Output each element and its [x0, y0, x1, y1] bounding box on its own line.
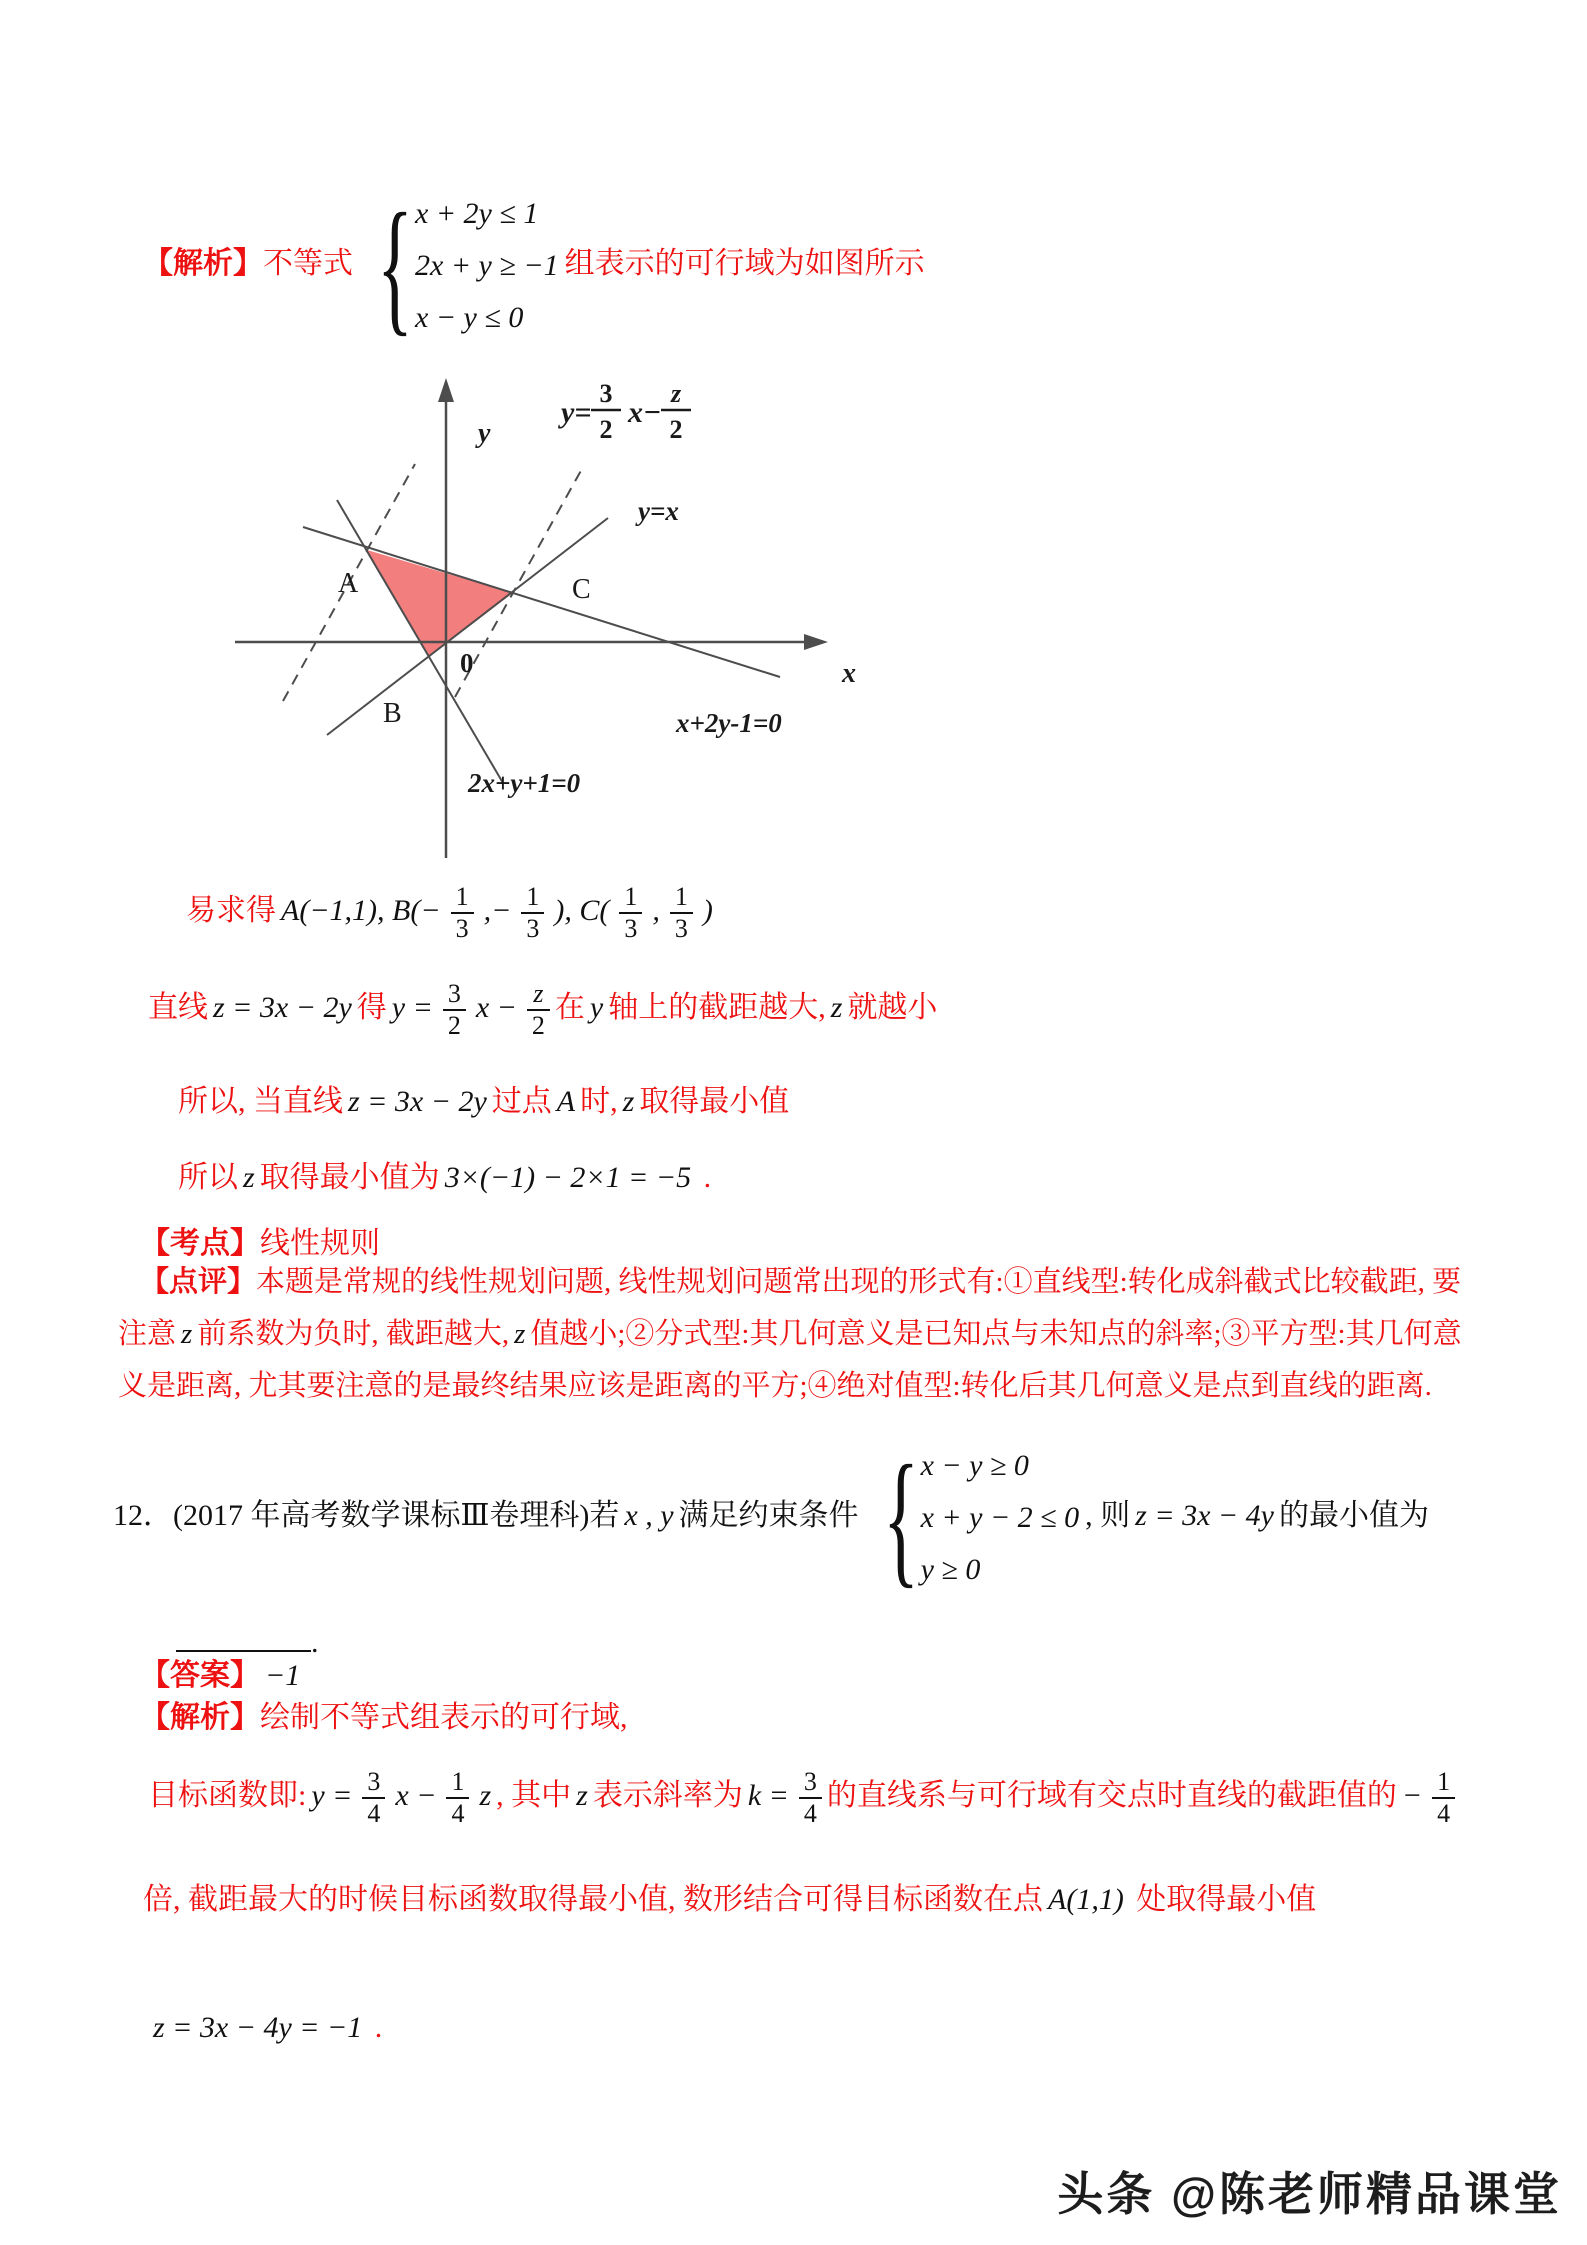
objective-eq-num1: 3 [599, 379, 613, 408]
text-segment: , 则 [1085, 1498, 1131, 1532]
objective-rewrite-line [148, 979, 937, 1041]
text-segment: 值越小;②分式型:其几何意义是已知点与未知点的斜率;③平方型:其几何意义是距离, 尤其要注意的是最终结果应该是距离的平方;④绝对值型:转化后其几何意义是点到直线的距离. [118, 1318, 1462, 1402]
objective-equation-label [558, 379, 691, 444]
fraction [451, 882, 474, 944]
text-segment: x , y [624, 1498, 674, 1532]
text-segment: 易求得 [186, 893, 276, 927]
text-segment: ), C( [554, 893, 610, 927]
text-segment: 在 [554, 990, 585, 1024]
fraction-denominator: 3 [674, 913, 688, 943]
fraction [362, 1767, 385, 1829]
system-rows [921, 1440, 1080, 1596]
fraction-numerator: 1 [670, 882, 693, 914]
minimum-value-line [178, 1158, 711, 1198]
text-segment: 不等式 [263, 246, 353, 280]
text-segment: 的最小值为 [1278, 1498, 1429, 1532]
x-axis-label: x [842, 658, 856, 689]
text-segment: − [1401, 1778, 1423, 1812]
fraction-numerator: z [527, 979, 550, 1011]
point-a-label: A [338, 568, 359, 599]
text-segment: z = 3x − 2y [213, 990, 352, 1024]
text-segment: y = [311, 1778, 353, 1812]
fraction-numerator: 1 [1432, 1767, 1455, 1799]
y-axis-arrow-icon [438, 378, 454, 402]
system-row: y ≥ 0 [920, 1553, 981, 1586]
text-segment: . [311, 1626, 319, 1659]
text-segment: A(1,1) [1048, 1883, 1124, 1916]
text-segment: 3×(−1) − 2×1 = −5 [444, 1161, 692, 1194]
text-segment: , [652, 893, 660, 927]
text-segment: 过点 [491, 1085, 552, 1118]
text-segment: 取得最小值 [639, 1085, 790, 1118]
equation-system [359, 183, 559, 349]
text-segment: 就越小 [847, 990, 938, 1024]
text-segment: 【解析】 [143, 246, 263, 280]
text-segment: 所以 [178, 1161, 238, 1194]
text-segment: 取得最小值为 [259, 1161, 440, 1194]
text-segment: 处取得最小值 [1128, 1883, 1317, 1916]
text-segment: 时, [580, 1085, 618, 1118]
objective-eq-mid: x− [628, 396, 662, 429]
text-segment: 【答案】 [140, 1659, 260, 1692]
fraction-numerator: 1 [521, 882, 544, 914]
text-segment: 12．(2017 年高考数学课标Ⅲ卷理科)若 [113, 1498, 620, 1532]
text-segment: 绘制不等式组表示的可行域, [260, 1701, 628, 1734]
text-segment: 得 [356, 990, 387, 1024]
text-segment: x − [475, 990, 517, 1024]
fraction [799, 1767, 822, 1829]
fraction-denominator: 4 [367, 1798, 381, 1828]
text-segment: z = 3x − 2y [348, 1085, 487, 1118]
point-b-label: B [383, 698, 402, 729]
system-row: x + y − 2 ≤ 0 [920, 1501, 1080, 1534]
text-segment: z [576, 1778, 588, 1812]
system-brace-icon: { [377, 183, 413, 349]
objective-eq-den1: 2 [599, 415, 613, 444]
y-axis-label: y [478, 418, 491, 449]
text-segment: 【点评】 [140, 1266, 257, 1298]
target-function-line [148, 1767, 1460, 1829]
feasible-region-figure [178, 368, 878, 865]
system-row: x − y ≥ 0 [920, 1449, 1029, 1482]
text-segment: x − [395, 1778, 437, 1812]
text-segment: 前系数为负时, 截距越大, [197, 1318, 510, 1350]
point-c-label: C [572, 574, 591, 605]
question-12-line [113, 1435, 1429, 1601]
system-row: x + 2y ≤ 1 [415, 197, 539, 230]
text-segment: 【考点】 [140, 1227, 260, 1260]
text-segment: z [479, 1778, 492, 1812]
text-segment: y [589, 990, 604, 1024]
text-segment: k = [747, 1778, 789, 1812]
line-x-plus-2y-minus-1 [303, 527, 780, 677]
text-segment: . [367, 2011, 383, 2044]
text-segment: y = [391, 990, 433, 1024]
system-row: 2x + y ≥ −1 [415, 249, 559, 282]
solution11-intro-line [143, 183, 925, 349]
text-segment: z [514, 1318, 526, 1350]
text-segment: , 其中 [496, 1778, 572, 1812]
fraction [1432, 1767, 1455, 1829]
fraction-numerator: 3 [799, 1767, 822, 1799]
text-segment: z = 3x − 4y [1135, 1498, 1274, 1532]
text-segment: 倍, 截距最大的时候目标函数取得最小值, 数形结合可得目标函数在点 [143, 1883, 1043, 1916]
text-segment: 所以, 当直线 [178, 1085, 343, 1118]
fraction [527, 979, 550, 1041]
text-segment: z [622, 1085, 635, 1118]
answer-blank [176, 1622, 311, 1652]
text-segment: A(−1,1), B(− [281, 893, 441, 927]
text-segment: −1 [265, 1659, 301, 1692]
text-segment: z [243, 1161, 255, 1194]
text-segment: 直线 [148, 990, 208, 1024]
objective-eq-den2: 2 [669, 415, 683, 444]
x-axis-arrow-icon [804, 634, 828, 650]
objective-eq-lead: y= [561, 396, 592, 429]
text-segment: 目标函数即: [148, 1778, 307, 1812]
fraction-denominator: 4 [1437, 1798, 1451, 1828]
line-y-equals-x [327, 518, 608, 735]
fraction [443, 979, 466, 1041]
label-x-plus-2y-minus-1: x+2y-1=0 [676, 708, 782, 738]
fraction [670, 882, 693, 944]
watermark: 头条 @陈老师精品课堂 [1057, 2168, 1562, 2220]
text-segment: ,− [483, 893, 512, 927]
answer-line [140, 1656, 305, 1696]
text-segment: 线性规则 [260, 1227, 380, 1260]
text-segment: z [830, 990, 843, 1024]
text-segment: 组表示的可行域为如图所示 [564, 246, 925, 280]
fraction-denominator: 3 [455, 913, 469, 943]
system-brace-icon: { [882, 1435, 919, 1601]
dianping-paragraph [118, 1256, 1463, 1412]
fraction [446, 1767, 469, 1829]
objective-eq-num2: z [670, 379, 682, 408]
origin-label: 0 [460, 648, 474, 678]
fraction [521, 882, 544, 944]
label-y-equals-x: y=x [638, 496, 679, 526]
times-intercept-line [143, 1880, 1316, 1920]
final-result-line [148, 2008, 382, 2048]
text-segment: 轴上的截距越大, [608, 990, 826, 1024]
text-segment: 满足约束条件 [678, 1498, 859, 1532]
equation-system [865, 1435, 1080, 1601]
fraction-denominator: 3 [526, 913, 540, 943]
label-2x-plus-y-plus-1: 2x+y+1=0 [468, 768, 581, 798]
system-row: x − y ≤ 0 [415, 301, 524, 334]
fraction-numerator: 1 [619, 882, 642, 914]
fraction-numerator: 3 [362, 1767, 385, 1799]
text-segment: 【解析】 [140, 1701, 260, 1734]
so-through-a-line [178, 1082, 789, 1122]
fraction-denominator: 2 [447, 1010, 461, 1040]
fraction-numerator: 1 [446, 1767, 469, 1799]
text-segment: 的直线系与可行域有交点时直线的截距值的 [826, 1778, 1397, 1812]
system-rows [415, 188, 559, 344]
text-segment: 表示斜率为 [592, 1778, 743, 1812]
fraction-denominator: 4 [803, 1798, 817, 1828]
vertices-line [186, 882, 718, 944]
fraction-denominator: 4 [451, 1798, 465, 1828]
text-segment: z = 3x − 4y = −1 [153, 2011, 363, 2044]
fraction-denominator: 3 [624, 913, 638, 943]
solution12-intro-line [140, 1698, 628, 1738]
text-segment: . [696, 1161, 712, 1194]
fraction-denominator: 2 [531, 1010, 545, 1040]
fraction [619, 882, 642, 944]
text-segment: A [556, 1085, 576, 1118]
text-segment: z [181, 1318, 193, 1350]
text-segment: 本题是常规的线性规划问题, 线性规划问题常出现的形式有:①直线型:转化成斜截式比较截距, 要注意 [118, 1266, 1462, 1350]
fraction-numerator: 3 [443, 979, 466, 1011]
fraction-numerator: 1 [451, 882, 474, 914]
text-segment: ) [702, 893, 713, 927]
